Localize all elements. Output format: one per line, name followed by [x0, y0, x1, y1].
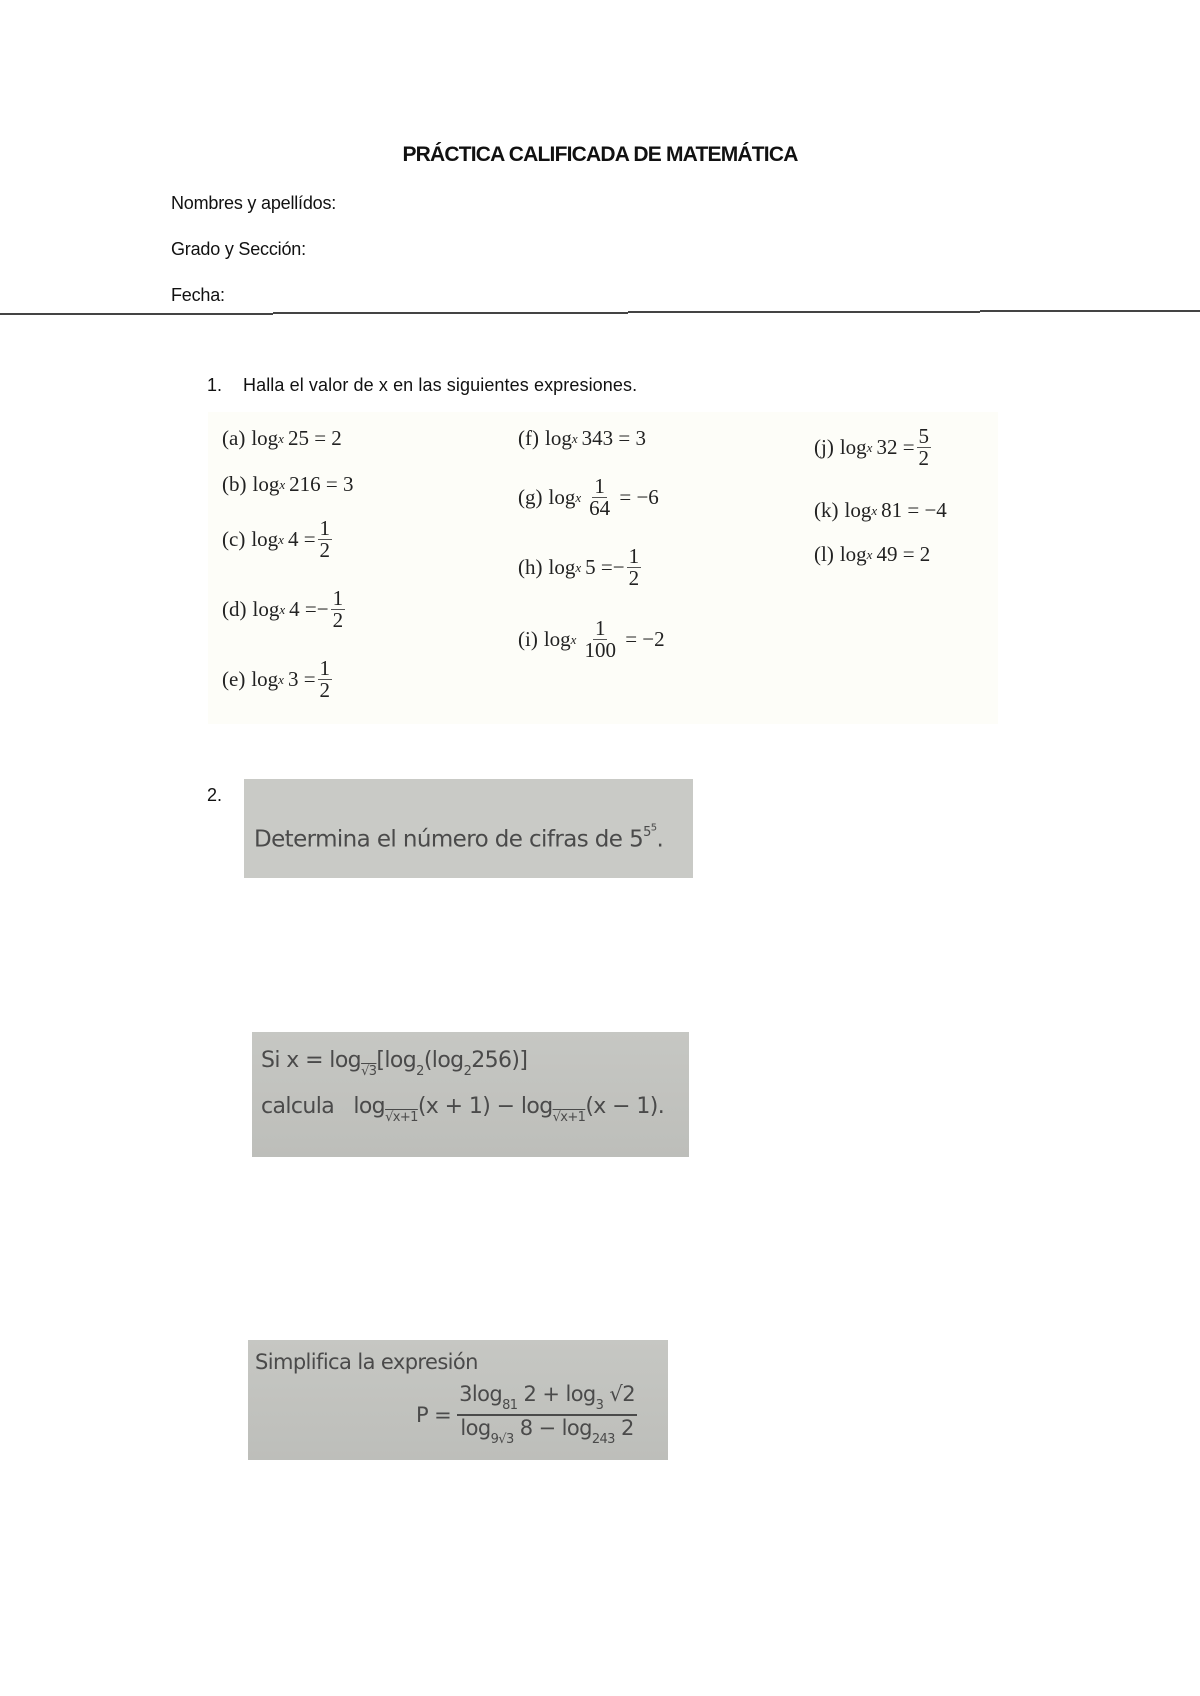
fraction-numerator: 1: [332, 586, 344, 610]
question-2-statement: Determina el número de cifras de: [254, 826, 623, 853]
field-name-label: Nombres y apellídos:: [171, 193, 337, 213]
exercise-f: [518, 426, 646, 451]
log-base: 9√3: [490, 1432, 514, 1447]
exercise-label: (c): [222, 527, 246, 551]
log-base: x: [278, 430, 284, 446]
exercise-d: [222, 588, 347, 631]
equation-equals: =: [902, 435, 915, 459]
expression-lhs: P =: [416, 1403, 452, 1427]
log-base: x: [575, 489, 582, 505]
exercise-label: (g): [518, 485, 543, 509]
term: 3log: [459, 1382, 503, 1406]
question-1-text: Halla el valor de x en las siguientes expresiones.: [243, 375, 638, 395]
exercise-a: [222, 426, 342, 451]
exercise-label: (b): [222, 472, 247, 496]
period: .: [656, 826, 664, 853]
exercise-j: [814, 426, 933, 469]
exercise-h: [518, 546, 643, 589]
log-base: 2: [463, 1064, 472, 1079]
field-grade-label: Grado y Sección:: [171, 239, 306, 259]
log-base: x: [871, 502, 878, 518]
log-text: log: [251, 527, 279, 551]
equation-part: (log: [423, 1048, 464, 1073]
instruction-text: calcula: [261, 1094, 335, 1119]
page-title: PRÁCTICA CALIFICADA DE MATEMÁTICA: [402, 143, 798, 166]
exponent-base: 5: [643, 825, 651, 841]
log-text: log: [839, 542, 867, 566]
log-base: x: [278, 531, 284, 547]
exercise-e: [222, 658, 334, 701]
fraction-numerator: [457, 1384, 637, 1416]
power-base: 5: [629, 826, 644, 853]
fraction-numerator: 1: [628, 544, 640, 568]
fraction-denominator: 2: [332, 608, 344, 632]
log-text: log: [548, 485, 576, 509]
question-4-expression: [416, 1384, 639, 1446]
log-base: x: [570, 631, 577, 647]
exercise-g: [518, 476, 659, 519]
exercise-l: [814, 542, 930, 567]
exponent-exponent: 5: [650, 823, 657, 834]
exercise-b: [222, 472, 353, 497]
exercise-label: (a): [222, 426, 246, 450]
term: 2 + log: [523, 1382, 596, 1406]
log-base: 3: [595, 1398, 604, 1413]
question-3-image: [252, 1032, 689, 1157]
equation-equals: =: [304, 597, 317, 621]
log-text: log: [544, 426, 572, 450]
exercise-label: (k): [814, 498, 839, 522]
divider-segment: [0, 313, 273, 315]
fraction-numerator: 1: [594, 616, 606, 640]
fraction: [331, 588, 346, 631]
log-base: 243: [591, 1432, 615, 1447]
equation-rhs: = −4: [907, 498, 947, 522]
equation-part: [log: [376, 1048, 417, 1073]
log-arg: 4: [289, 597, 300, 621]
field-date-label: Fecha:: [171, 285, 225, 305]
log-arg: 49: [876, 542, 898, 566]
equation-rhs: = 3: [618, 426, 646, 450]
log-text: log: [839, 435, 867, 459]
equation-rhs: = 2: [314, 426, 342, 450]
equation-rhs: = 3: [325, 472, 354, 496]
log-text: log: [252, 472, 280, 496]
question-4-intro: Simplifica la expresión: [255, 1350, 478, 1374]
fraction-numerator: 5: [918, 424, 930, 448]
exercise-image: [208, 412, 998, 724]
fraction-sign: −: [612, 555, 625, 579]
exercise-label: (i): [518, 627, 538, 651]
divider-segment: [628, 311, 980, 313]
log-base: x: [279, 601, 286, 617]
fraction-argument: [582, 618, 618, 661]
equation-part: (x + 1) − log: [417, 1094, 553, 1119]
exercise-label: (h): [518, 555, 543, 579]
log-text: log: [543, 627, 571, 651]
log-base: x: [571, 430, 578, 446]
equation-equals: =: [600, 555, 613, 579]
exercise-label: (d): [222, 597, 247, 621]
term: 2: [620, 1416, 634, 1440]
fraction-denominator: 100: [584, 638, 616, 662]
log-text: log: [844, 498, 872, 522]
question-3-line-1: [261, 1048, 527, 1079]
term: log: [460, 1416, 491, 1440]
log-base: √3: [361, 1064, 377, 1079]
log-text: log: [353, 1094, 386, 1119]
log-text: log: [252, 597, 280, 621]
divider-segment: [980, 310, 1200, 312]
exercise-label: (f): [518, 426, 539, 450]
fraction-numerator: 1: [319, 516, 331, 540]
log-base: x: [279, 476, 286, 492]
equation-rhs: = −6: [619, 485, 659, 509]
term: √2: [609, 1382, 635, 1406]
equation-rhs: = −2: [625, 627, 665, 651]
log-arg: 5: [585, 555, 596, 579]
exercise-k: [814, 498, 947, 523]
log-arg: 25: [287, 426, 309, 450]
power-exponent: [643, 825, 656, 840]
exercise-label: (j): [814, 435, 834, 459]
log-base: x: [866, 546, 873, 562]
log-arg: 4: [287, 527, 299, 551]
fraction-denominator: 2: [628, 566, 640, 590]
fraction-denominator: 64: [589, 496, 611, 520]
exercise-c: [222, 518, 334, 561]
exercise-i: [518, 618, 665, 661]
fraction-denominator: 2: [319, 538, 331, 562]
fraction: [318, 518, 333, 561]
fraction: [917, 426, 932, 469]
log-text: log: [251, 667, 279, 691]
fraction: [318, 658, 333, 701]
exercise-label: (l): [814, 542, 834, 566]
log-arg: 32: [876, 435, 898, 459]
log-base: 81: [502, 1398, 518, 1413]
question-2-number: 2.: [207, 785, 223, 805]
expression-fraction: [457, 1384, 637, 1446]
log-base: x: [866, 439, 873, 455]
log-base: x: [575, 559, 582, 575]
equation-part: (x − 1).: [585, 1094, 665, 1119]
equation-part: 256)]: [471, 1048, 528, 1073]
fraction-numerator: 1: [319, 656, 331, 680]
log-base: 2: [416, 1064, 424, 1079]
question-2-image: [244, 779, 693, 878]
fraction: [627, 546, 642, 589]
exercise-label: (e): [222, 667, 246, 691]
log-base: x: [278, 671, 284, 687]
divider-segment: [273, 312, 628, 314]
question-1-number: 1.: [207, 375, 223, 395]
log-arg: 81: [881, 498, 903, 522]
log-base: √x+1: [552, 1110, 586, 1125]
fraction-sign: −: [316, 597, 329, 621]
fraction-denominator: 2: [918, 446, 930, 470]
log-text: log: [548, 555, 576, 579]
log-arg: 3: [287, 667, 299, 691]
equation-prefix: Si x = log: [261, 1048, 362, 1073]
equation-rhs: = 2: [902, 542, 931, 566]
equation-equals: =: [303, 527, 316, 551]
log-text: log: [251, 426, 279, 450]
question-3-line-2: [261, 1094, 664, 1125]
equation-equals: =: [303, 667, 316, 691]
fraction-denominator: 2: [319, 678, 331, 702]
question-2-text: [254, 823, 663, 852]
question-4-image: [248, 1340, 668, 1460]
fraction-denominator: [458, 1416, 635, 1446]
log-arg: 216: [289, 472, 321, 496]
fraction-numerator: 1: [594, 474, 605, 498]
fraction-argument: [587, 476, 612, 519]
term: 8 − log: [519, 1416, 592, 1440]
log-base: √x+1: [385, 1110, 418, 1125]
log-arg: 343: [581, 426, 614, 450]
